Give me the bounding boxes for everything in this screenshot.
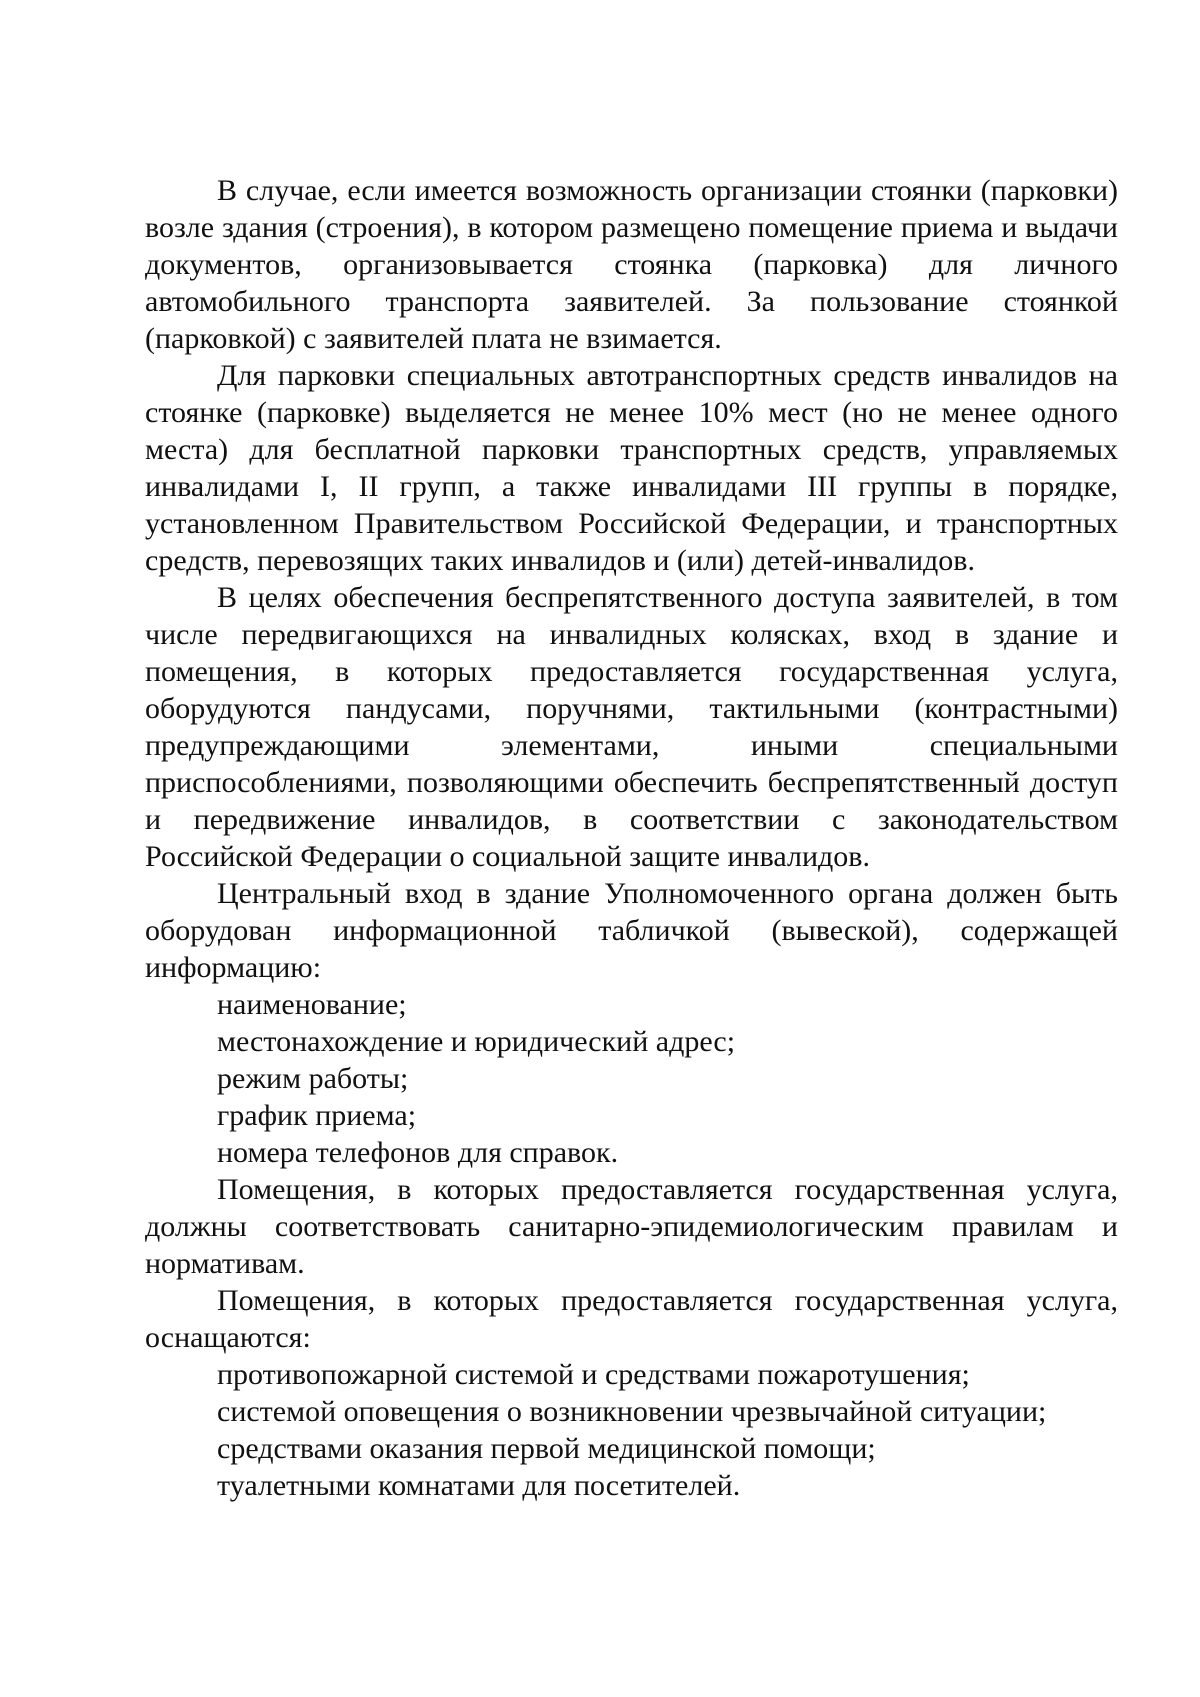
list-item-alert-system: системой оповещения о возникновении чрезвычайной ситуации; [217, 1395, 1047, 1428]
list-item-address: местонахождение и юридический адрес; [217, 1025, 736, 1058]
paragraph-parking: В случае, если имеется возможность организации стоянки (парковки) возле здания (строения), в котором размещено помещение приема и выдачи документов, организовывается стоянка (парковка) для личного автомобильного транспорта заявителей. За пользование стоянкой (парковкой) с заявителей плата не взимается. [145, 174, 1118, 355]
list-item-first-aid: средствами оказания первой медицинской помощи; [217, 1432, 876, 1465]
list-item-toilets: туалетными комнатами для посетителей. [217, 1469, 741, 1502]
list-item-working-hours: режим работы; [217, 1062, 409, 1095]
paragraph-equipped: Помещения, в которых предоставляется государственная услуга, оснащаются: [145, 1284, 1118, 1354]
list-item-phones: номера телефонов для справок. [217, 1136, 619, 1169]
list-item-reception-schedule: график приема; [217, 1099, 417, 1132]
paragraph-sanitary: Помещения, в которых предоставляется государственная услуга, должны соответствовать санитарно-эпидемиологическим правилам и нормативам. [145, 1173, 1118, 1280]
paragraph-central-entrance: Центральный вход в здание Уполномоченного органа должен быть оборудован информационной табличкой (вывеской), содержащей информацию: [145, 877, 1118, 984]
document-body [145, 172, 1118, 1504]
list-item-fire-system: противопожарной системой и средствами пожаротушения; [217, 1358, 970, 1391]
list-item-name: наименование; [217, 988, 407, 1021]
paragraph-disabled-parking: Для парковки специальных автотранспортных средств инвалидов на стоянке (парковке) выделяется не менее 10% мест (но не менее одного места) для бесплатной парковки транспортных средств, управляемых инвалидами I, II групп, а также инвалидами III группы в порядке, установленном Правительством Российской Федерации, и транспортных средств, перевозящих таких инвалидов и (или) детей-инвалидов. [145, 359, 1118, 577]
paragraph-accessibility: В целях обеспечения беспрепятственного доступа заявителей, в том числе передвигающихся на инвалидных колясках, вход в здание и помещения, в которых предоставляется государственная услуга, оборудуются пандусами, поручнями, тактильными (контрастными) предупреждающими элементами, иными специальными приспособлениями, позволяющими обеспечить беспрепятственный доступ и передвижение инвалидов, в соответствии с законодательством Российской Федерации о социальной защите инвалидов. [145, 581, 1118, 873]
